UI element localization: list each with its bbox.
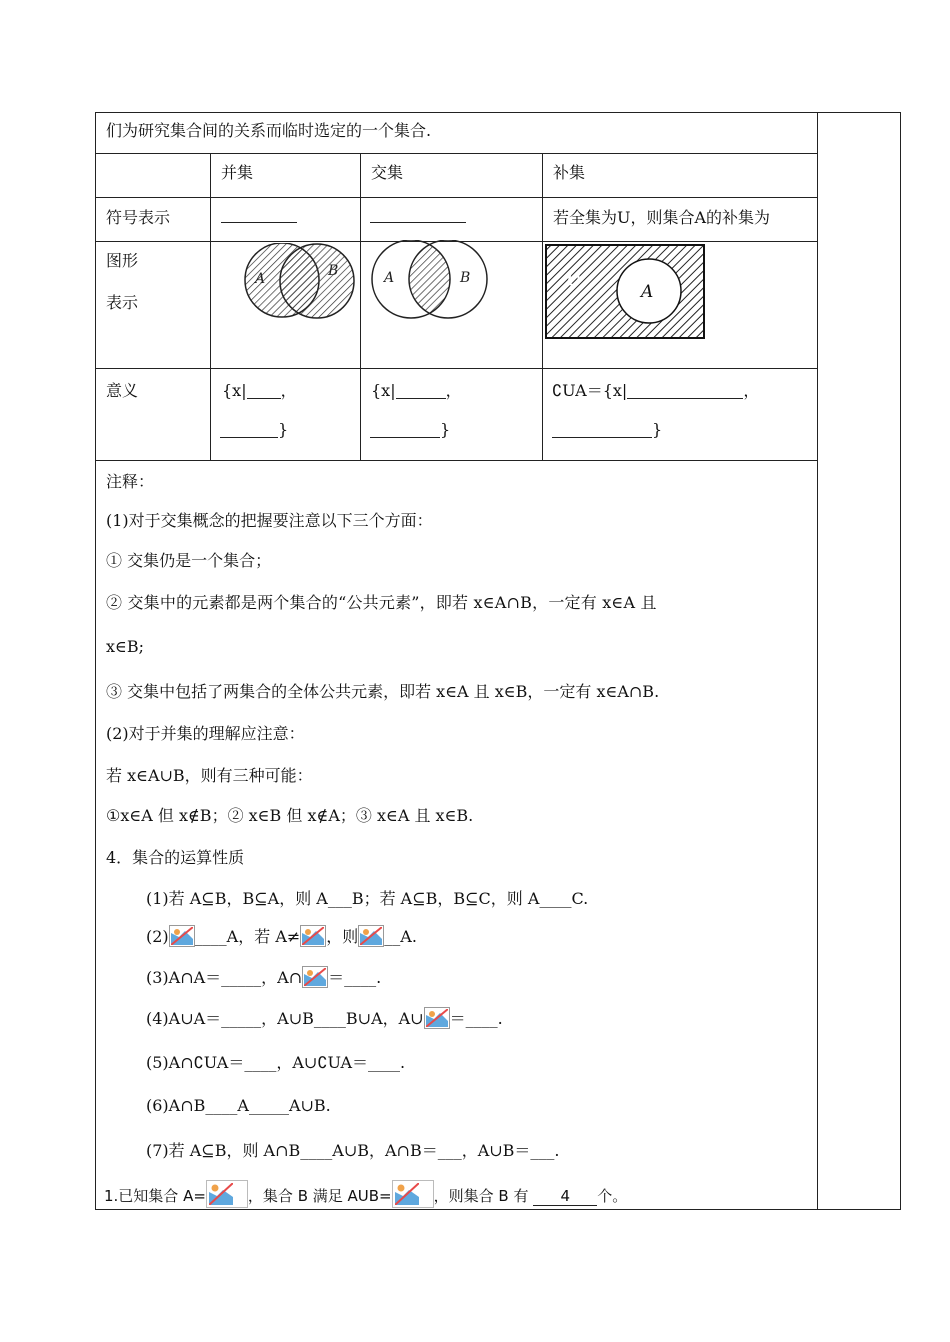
union-symbol-blank: [221, 222, 297, 223]
union-meaning-line2: }: [220, 420, 288, 439]
col-divider-3: [542, 153, 543, 460]
intersection-venn-diagram: [368, 240, 508, 330]
table-right-border: [900, 112, 901, 1209]
image-placeholder-icon: [206, 1180, 248, 1208]
broken-image-icon: [358, 925, 384, 947]
row-divider-4: [95, 368, 817, 369]
property-2: (2) ____A，若 A≠ ，则 __A.: [146, 927, 417, 946]
intersect-label-a: A: [384, 270, 395, 286]
note-2b: ①x∈A 但 x∉B；② x∈B 但 x∉A；③ x∈A 且 x∈B.: [106, 806, 474, 825]
inner-right-border: [817, 112, 818, 1209]
property-4: (4)A∪A＝_____，A∪B____B∪A，A∪ ＝____.: [146, 1009, 503, 1028]
note-1b-cont: x∈B;: [106, 637, 145, 656]
header-complement: 补集: [553, 163, 586, 182]
complement-meaning-line2: }: [552, 420, 662, 439]
broken-image-icon: [302, 966, 328, 988]
union-meaning-line1: {x| ，: [222, 381, 297, 400]
complement-symbol-text: 若全集为U，则集合A的补集为: [553, 208, 771, 227]
union-label-b: B: [328, 263, 339, 279]
intro-line: 们为研究集合间的关系而临时选定的一个集合.: [106, 121, 432, 140]
symbol-label: 符号表示: [106, 208, 171, 227]
property-1: (1)若 A⊆B，B⊆A，则 A___B；若 A⊆B，B⊆C，则 A____C.: [146, 889, 589, 908]
union-label-a: A: [255, 271, 266, 287]
exercise-1: 1.已知集合 A= ，集合 B 满足 AUB= ，则集合 B 有 4 个。: [104, 1180, 627, 1208]
complement-label-a: A: [641, 282, 654, 302]
complement-diagram: [544, 243, 710, 343]
complement-meaning-line1: ∁UA＝{x| ，: [552, 381, 760, 400]
broken-image-icon: [300, 925, 326, 947]
intersect-meaning-line2: }: [370, 420, 450, 439]
note-2a: 若 x∈A∪B，则有三种可能：: [106, 766, 313, 785]
property-3: (3)A∩A＝_____，A∩ ＝____.: [146, 968, 382, 987]
row-divider-1: [95, 153, 817, 154]
image-placeholder-icon: [392, 1180, 434, 1208]
note-1a: ① 交集仍是一个集合；: [106, 551, 272, 570]
intersect-label-b: B: [460, 270, 471, 286]
header-union: 并集: [221, 163, 254, 182]
note-2: (2)对于并集的理解应注意：: [106, 724, 305, 743]
note-1c: ③ 交集中包括了两集合的全体公共元素，即若 x∈A 且 x∈B，一定有 x∈A∩B.: [106, 682, 660, 701]
symbol-overlap-1: [211, 241, 239, 242]
col-divider-1: [210, 153, 211, 460]
intersect-symbol-blank: [370, 222, 466, 223]
broken-image-icon: [424, 1007, 450, 1029]
table-bottom-border: [95, 1209, 901, 1210]
complement-label-u: U: [566, 269, 582, 290]
header-intersection: 交集: [371, 163, 404, 182]
properties-title: 4．集合的运算性质: [106, 848, 245, 867]
property-5: (5)A∩∁UA＝____，A∪∁UA＝____.: [146, 1053, 406, 1072]
table-top-border: [95, 112, 901, 113]
property-6: (6)A∩B____A_____A∪B.: [146, 1096, 331, 1115]
intersect-meaning-line1: {x| ，: [371, 381, 462, 400]
col-divider-2: [360, 153, 361, 460]
notes-title: 注释：: [106, 472, 155, 491]
row-divider-5: [95, 460, 817, 461]
meaning-label: 意义: [106, 381, 139, 400]
broken-image-icon: [169, 925, 195, 947]
row-divider-2: [95, 197, 817, 198]
exercise-answer: 4: [533, 1187, 597, 1206]
figure-label-1: 图形: [106, 251, 139, 270]
table-left-border: [95, 112, 96, 1209]
union-venn-diagram: [230, 243, 360, 343]
note-1b: ② 交集中的元素都是两个集合的“公共元素”，即若 x∈A∩B，一定有 x∈A 且: [106, 593, 657, 612]
note-1: (1)对于交集概念的把握要注意以下三个方面：: [106, 511, 433, 530]
property-7: (7)若 A⊆B，则 A∩B____A∪B，A∩B＝___，A∪B＝___.: [146, 1141, 560, 1160]
figure-label-2: 表示: [106, 293, 139, 312]
